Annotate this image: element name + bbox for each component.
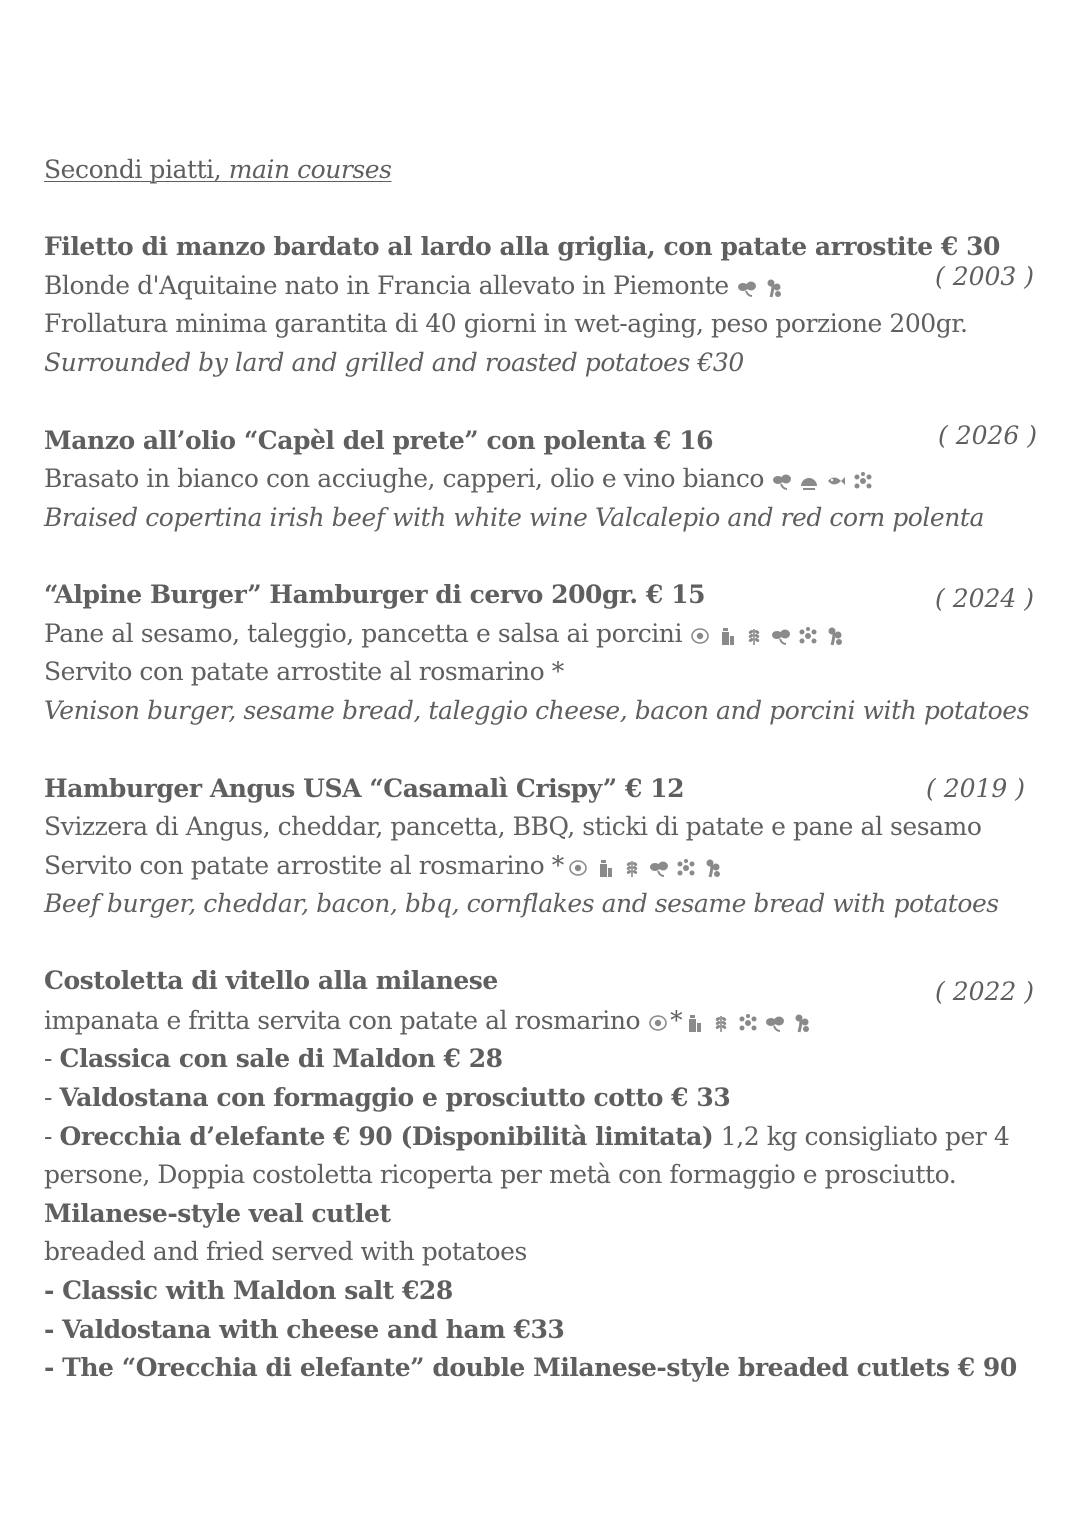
- mustard-icon: [798, 626, 818, 646]
- gluten-icon: [711, 1013, 731, 1033]
- gluten-icon: [744, 626, 764, 646]
- celery-icon: [825, 626, 845, 646]
- milk-icon: [717, 626, 737, 646]
- dish-3-description-1-text: Pane al sesamo, taleggio, pancetta e salsa ai porcini: [44, 619, 682, 648]
- soy-icon: [765, 1013, 785, 1033]
- dish-5-option-3-bold: Orecchia d’elefante € 90 (Disponibilità limitata): [59, 1122, 714, 1151]
- dish-2-english: Braised copertina irish beef with white wine Valcalepio and red corn polenta: [44, 503, 984, 532]
- dish-2-description-1: [44, 463, 873, 495]
- section-title-english: main courses: [228, 155, 392, 184]
- dish-3-allergen-icons: [690, 626, 845, 646]
- dish-2-description-1-text: Brasato in bianco con acciughe, capperi, olio e vino bianco: [44, 464, 765, 493]
- soy-icon: [649, 858, 669, 878]
- dish-5-description-1-text: impanata e fritta servita con patate al rosmarino: [44, 1006, 641, 1035]
- egg-icon: [690, 626, 710, 646]
- mustard-icon: [853, 471, 873, 491]
- mustard-icon: [738, 1013, 758, 1033]
- dish-3-title: “Alpine Burger” Hamburger di cervo 200gr. € 15: [44, 580, 706, 609]
- mollusc-icon: [799, 471, 819, 491]
- section-title-italian: Secondi piatti,: [44, 155, 222, 184]
- dish-1-description-1-text: Blonde d'Aquitaine nato in Francia allevato in Piemonte: [44, 271, 729, 300]
- mustard-icon: [676, 858, 696, 878]
- dish-1-allergen-icons: [737, 278, 784, 298]
- egg-icon: [648, 1013, 668, 1033]
- option-dash: -: [44, 1083, 60, 1112]
- dish-3-description-1: [44, 618, 845, 650]
- dish-3-code: ( 2024 ): [935, 584, 1035, 613]
- dish-5-english-description: breaded and fried served with potatoes: [44, 1237, 527, 1266]
- dish-1-english: Surrounded by lard and grilled and roasted potatoes €30: [44, 348, 744, 377]
- dish-5-english-title: Milanese-style veal cutlet: [44, 1199, 391, 1228]
- soy-icon: [771, 626, 791, 646]
- milk-icon: [595, 858, 615, 878]
- dish-4-title: Hamburger Angus USA “Casamalì Crispy” € 12: [44, 774, 685, 803]
- dish-4-allergen-icons: [568, 858, 723, 878]
- dish-1-description-1: [44, 270, 784, 302]
- dish-5-allergen-icons-2: [684, 1013, 812, 1033]
- dish-1-code: ( 2003 ): [935, 262, 1035, 291]
- gluten-icon: [622, 858, 642, 878]
- dish-5-english-option-3: - The “Orecchia di elefante” double Milanese-style breaded cutlets € 90: [44, 1353, 1017, 1382]
- celery-icon: [764, 278, 784, 298]
- option-dash: -: [44, 1044, 60, 1073]
- dish-1-title: Filetto di manzo bardato al lardo alla griglia, con patate arrostite € 30: [44, 232, 1001, 261]
- egg-icon: [568, 858, 588, 878]
- celery-icon: [792, 1013, 812, 1033]
- soy-icon: [737, 278, 757, 298]
- dish-5-option-1: [44, 1043, 503, 1075]
- dish-3-english: Venison burger, sesame bread, taleggio cheese, bacon and porcini with potatoes: [44, 696, 1029, 725]
- dish-4-code: ( 2019 ): [926, 774, 1026, 803]
- dish-5-asterisk: *: [670, 1006, 683, 1035]
- section-title: [44, 154, 392, 186]
- dish-5-title: Costoletta di vitello alla milanese: [44, 966, 498, 995]
- dish-5-english-option-2: - Valdostana with cheese and ham €33: [44, 1315, 565, 1344]
- dish-5-option-2-text: Valdostana con formaggio e prosciutto cotto € 33: [59, 1083, 731, 1112]
- dish-4-description-1: Svizzera di Angus, cheddar, pancetta, BBQ, sticki di patate e pane al sesamo: [44, 812, 982, 841]
- option-dash: -: [44, 1122, 60, 1151]
- dish-4-description-2-text: Servito con patate arrostite al rosmarino *: [44, 851, 564, 880]
- dish-2-code: ( 2026 ): [938, 421, 1038, 450]
- dish-5-description-1: [44, 1005, 812, 1037]
- dish-4-english: Beef burger, cheddar, bacon, bbq, cornflakes and sesame bread with potatoes: [44, 889, 999, 918]
- dish-5-option-3: [44, 1121, 1009, 1153]
- dish-4-description-2: [44, 850, 723, 882]
- celery-icon: [703, 858, 723, 878]
- dish-3-description-2: Servito con patate arrostite al rosmarino *: [44, 657, 564, 686]
- dish-5-option-3-rest: 1,2 kg consigliato per 4: [713, 1122, 1010, 1151]
- dish-5-option-2: [44, 1082, 730, 1114]
- fish-icon: [826, 471, 846, 491]
- dish-5-allergen-icons: [648, 1013, 668, 1033]
- milk-icon: [684, 1013, 704, 1033]
- dish-1-description-2: Frollatura minima garantita di 40 giorni in wet-aging, peso porzione 200gr.: [44, 309, 968, 338]
- dish-5-option-1-text: Classica con sale di Maldon € 28: [59, 1044, 503, 1073]
- dish-5-english-option-1: - Classic with Maldon salt €28: [44, 1276, 453, 1305]
- soy-icon: [772, 471, 792, 491]
- dish-5-code: ( 2022 ): [935, 977, 1035, 1006]
- dish-2-allergen-icons: [772, 471, 873, 491]
- dish-2-title: Manzo all’olio “Capèl del prete” con polenta € 16: [44, 426, 714, 455]
- dish-5-option-3-line-2: persone, Doppia costoletta ricoperta per metà con formaggio e prosciutto.: [44, 1160, 957, 1189]
